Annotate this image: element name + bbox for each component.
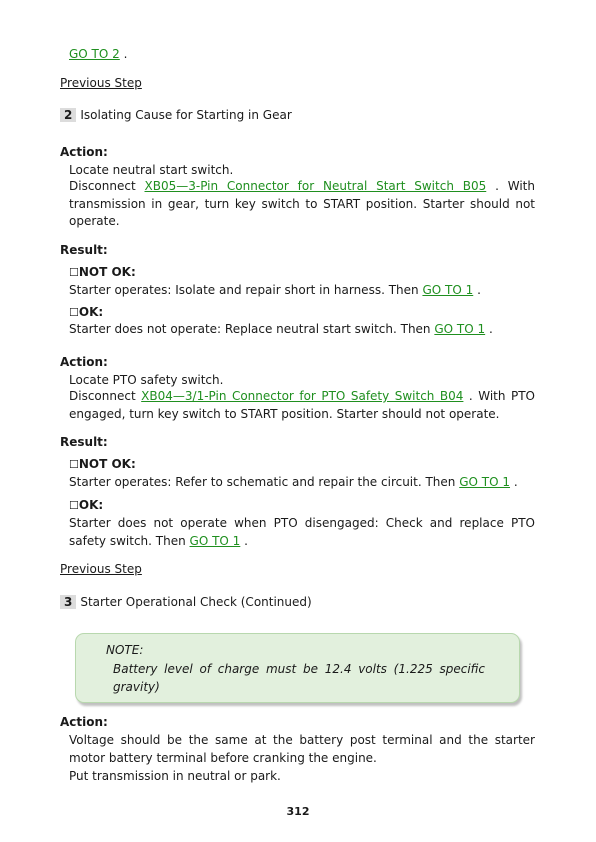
action-paragraph [69, 388, 535, 423]
not-ok-heading [69, 265, 136, 279]
note-text: Battery level of charge must be 12.4 volts (1.225 specific gravity) [113, 662, 485, 694]
text: Starter operates: Isolate and repair short in harness. Then [69, 283, 423, 297]
step-title: Starter Operational Check (Continued) [80, 595, 312, 609]
result-label: Result: [60, 243, 108, 257]
text: Disconnect [69, 179, 145, 193]
ok-label: OK: [78, 498, 104, 512]
text: . With transmission in gear, turn key switch to START position. Starter should not operate. [69, 179, 535, 228]
note-title: NOTE: [106, 643, 144, 657]
action-label: Action: [60, 715, 108, 729]
action-line: Locate neutral start switch. [69, 163, 234, 177]
action-label: Action: [60, 145, 108, 159]
ok-heading [69, 305, 103, 319]
ok-label: OK: [78, 305, 104, 319]
text: . With PTO engaged, turn key switch to START position. Starter should not operate. [69, 389, 535, 421]
action-paragraph: Voltage should be the same at the battery post terminal and the starter motor battery terminal before cranking the engine. [69, 733, 535, 765]
checkbox-icon: ☐ [69, 266, 79, 279]
text: Starter does not operate: Replace neutral start switch. Then [69, 322, 435, 336]
top-goto [69, 47, 127, 61]
connector-xb04-link[interactable]: XB04—3/1-Pin Connector for PTO Safety Switch B04 [141, 389, 464, 403]
not-ok-label: NOT OK: [78, 457, 136, 471]
ok-text [69, 322, 493, 336]
not-ok-text [69, 475, 518, 489]
not-ok-text [69, 283, 481, 297]
previous-step-link[interactable]: Previous Step [60, 562, 142, 576]
action-label: Action: [60, 355, 108, 369]
action-line: Put transmission in neutral or park. [69, 769, 281, 783]
page-number: 312 [286, 805, 310, 818]
note-box [75, 633, 520, 703]
step-title: Isolating Cause for Starting in Gear [80, 108, 292, 122]
period: . [513, 475, 518, 489]
goto-1-link[interactable]: GO TO 1 [434, 322, 486, 336]
checkbox-icon: ☐ [69, 306, 79, 319]
text: Disconnect [69, 389, 142, 403]
goto-2-link[interactable]: GO TO 2 [69, 47, 120, 61]
action-line: Locate PTO safety switch. [69, 373, 224, 387]
goto-1-link[interactable]: GO TO 1 [189, 533, 241, 548]
previous-step-link[interactable]: Previous Step [60, 76, 142, 90]
period: . [244, 533, 248, 548]
step-number: 3 [60, 595, 76, 609]
connector-xb05-link[interactable]: XB05—3-Pin Connector for Neutral Start Switch B05 [144, 179, 487, 193]
text: Starter does not operate when PTO disengaged: Check and replace PTO safety switch. Then [69, 516, 535, 548]
period: . [123, 47, 128, 61]
step-2-heading [60, 108, 292, 122]
ok-heading [69, 498, 103, 512]
not-ok-label: NOT OK: [78, 265, 136, 279]
step-3-heading [60, 595, 312, 609]
not-ok-heading [69, 457, 136, 471]
step-number: 2 [60, 108, 76, 122]
checkbox-icon: ☐ [69, 458, 79, 471]
action-paragraph [69, 178, 535, 231]
result-label: Result: [60, 435, 108, 449]
goto-1-link[interactable]: GO TO 1 [422, 283, 474, 297]
period: . [488, 322, 493, 336]
period: . [477, 283, 481, 297]
goto-1-link[interactable]: GO TO 1 [459, 475, 511, 489]
text: Starter operates: Refer to schematic and repair the circuit. Then [69, 475, 460, 489]
checkbox-icon: ☐ [69, 499, 79, 512]
ok-text [69, 515, 535, 550]
